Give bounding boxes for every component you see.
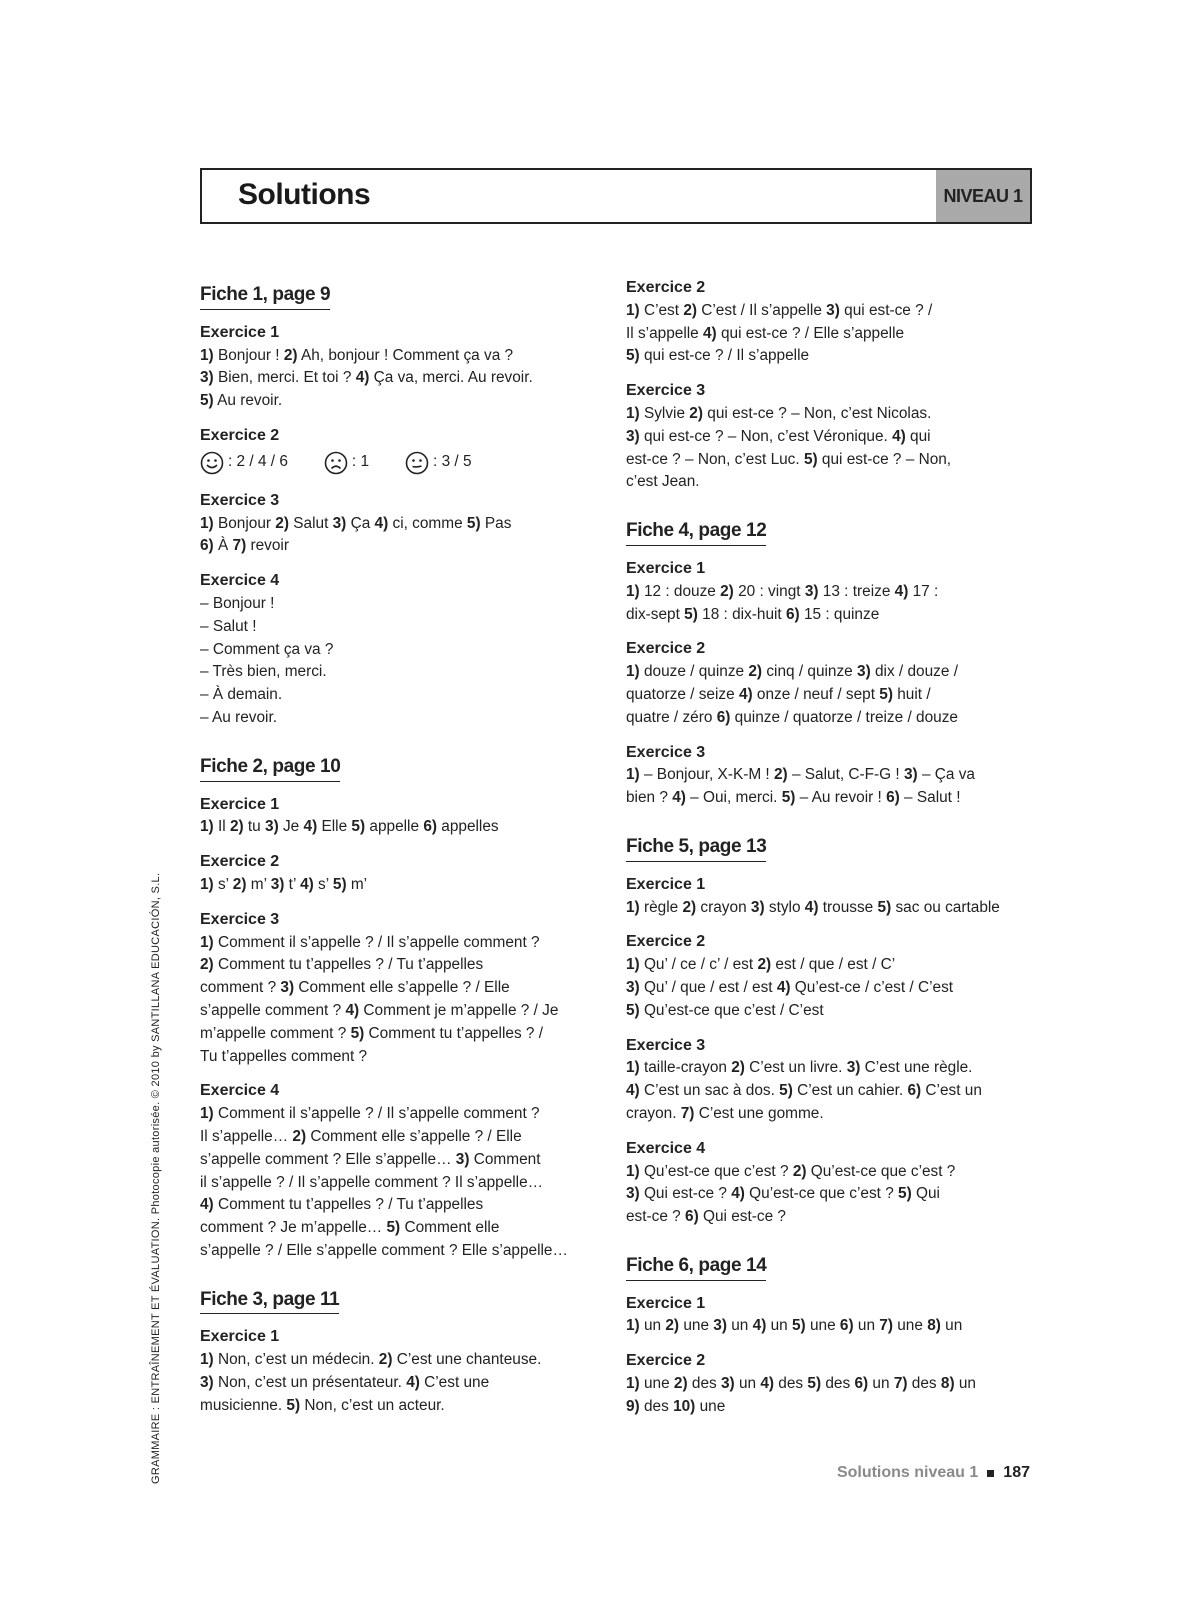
answer-line: 1) – Bonjour, X-K-M ! 2) – Salut, C-F-G ! 3) – Ça va [626, 766, 975, 784]
exercise-title: Exercice 1 [200, 323, 280, 341]
exercise-title: Exercice 2 [626, 933, 706, 951]
answer-line: est-ce ? 6) Qui est-ce ? [626, 1208, 786, 1226]
answer-line: 1) Sylvie 2) qui est-ce ? – Non, c’est Nicolas. [626, 404, 932, 422]
answer-line: 1) Comment il s’appelle ? / Il s’appelle comment ? [200, 1105, 540, 1123]
answer-line: m’appelle comment ? 5) Comment tu t’appelles ? / [200, 1024, 544, 1042]
answer-line: 6) À 7) revoir [200, 537, 289, 555]
exercise-answers [626, 897, 1036, 920]
answer-line: 1) Comment il s’appelle ? / Il s’appelle comment ? [200, 933, 540, 951]
exercise-title: Exercice 3 [626, 1036, 706, 1054]
exercise-answers [200, 593, 600, 730]
sad-answers: : 1 [351, 453, 370, 471]
answer-line: Il s’appelle… 2) Comment elle s’appelle ? / Elle [200, 1127, 522, 1145]
page-header [200, 168, 1032, 224]
answer-line: comment ? Je m’appelle… 5) Comment elle [200, 1219, 500, 1237]
footer-label: Solutions niveau 1 [836, 1464, 979, 1481]
page-number: 187 [1003, 1464, 1030, 1481]
answer-line: 9) des 10) une [626, 1397, 726, 1415]
answer-line: 1) Non, c’est un médecin. 2) C’est une chanteuse. [200, 1351, 542, 1369]
answer-line: 1) Bonjour ! 2) Ah, bonjour ! Comment ça va ? [200, 346, 514, 364]
happy-face-icon [200, 451, 224, 475]
exercise-title: Exercice 1 [626, 1294, 706, 1312]
right-column [626, 277, 1036, 1431]
answer-line: 5) qui est-ce ? / Il s’appelle [626, 347, 810, 365]
answer-line: – Salut ! [200, 617, 257, 635]
exercise-answers [626, 581, 1036, 627]
exercise-title: Exercice 2 [200, 853, 280, 871]
answer-line: 1) Bonjour 2) Salut 3) Ça 4) ci, comme 5) Pas [200, 514, 512, 532]
answer-line: dix-sept 5) 18 : dix-huit 6) 15 : quinze [626, 605, 880, 623]
exercise-title: Exercice 2 [200, 426, 280, 444]
exercise-answers [200, 932, 600, 1069]
answer-line: 1) Qu’ / ce / c’ / est 2) est / que / est / C’ [626, 956, 896, 974]
exercise-answers [200, 816, 600, 839]
exercise-answers [626, 1315, 1036, 1338]
exercise-answers [200, 874, 600, 897]
exercise-title: Exercice 1 [200, 795, 280, 813]
answer-line: 4) C’est un sac à dos. 5) C’est un cahier. 6) C’est un [626, 1082, 982, 1100]
happy-answers: : 2 / 4 / 6 [228, 453, 288, 471]
answer-line: comment ? 3) Comment elle s’appelle ? / Elle [200, 979, 510, 997]
answer-line: 3) Qu’ / que / est / est 4) Qu’est-ce / c’est / C’est [626, 978, 954, 996]
answer-line: crayon. 7) C’est une gomme. [626, 1104, 824, 1122]
answer-line: s’appelle comment ? Elle s’appelle… 3) Comment [200, 1150, 541, 1168]
answer-line: 1) taille-crayon 2) C’est un livre. 3) C’est une règle. [626, 1059, 973, 1077]
answer-line: 1) s’ 2) m’ 3) t’ 4) s’ 5) m’ [200, 875, 368, 893]
exercise-answers [626, 954, 1036, 1022]
answer-line: c’est Jean. [626, 473, 700, 491]
answer-line: 3) qui est-ce ? – Non, c’est Véronique. 4) qui [626, 427, 931, 445]
exercise-title: Exercice 3 [626, 382, 706, 400]
answer-line: 1) règle 2) crayon 3) stylo 4) trousse 5) sac ou cartable [626, 898, 1000, 916]
exercise-answers [626, 300, 1036, 368]
exercise-answers [200, 345, 600, 413]
answer-line: 3) Qui est-ce ? 4) Qu’est-ce que c’est ? 5) Qui [626, 1185, 940, 1203]
level-badge: NIVEAU 1 [936, 170, 1030, 222]
answer-line: s’appelle comment ? 4) Comment je m’appelle ? / Je [200, 1001, 559, 1019]
exercise-title: Exercice 1 [200, 1328, 280, 1346]
answer-line: musicienne. 5) Non, c’est un acteur. [200, 1396, 445, 1414]
page-title: Solutions [238, 178, 371, 211]
answer-line: est-ce ? – Non, c’est Luc. 5) qui est-ce ? – Non, [626, 450, 952, 468]
left-column [200, 270, 600, 1430]
answer-line: 5) Au revoir. [200, 392, 283, 410]
answer-line: – À demain. [200, 686, 283, 704]
exercise-answers [626, 1161, 1036, 1229]
exercise-title: Exercice 3 [200, 491, 280, 509]
answer-line: bien ? 4) – Oui, merci. 5) – Au revoir ! 6) – Salut ! [626, 789, 961, 807]
answer-line: 3) Bien, merci. Et toi ? 4) Ça va, merci. Au revoir. [200, 369, 533, 387]
exercise-answers [200, 1103, 600, 1263]
exercise-title: Exercice 1 [626, 559, 706, 577]
exercise-answers [200, 1349, 600, 1417]
exercise-title: Exercice 1 [626, 875, 706, 893]
answer-line: 1) Il 2) tu 3) Je 4) Elle 5) appelle 6) appelles [200, 818, 499, 836]
answer-line: – Très bien, merci. [200, 663, 327, 681]
answer-line: 4) Comment tu t’appelles ? / Tu t’appelles [200, 1196, 484, 1214]
fiche-title: Fiche 1, page 9 [200, 284, 330, 310]
answer-line: Tu t’appelles comment ? [200, 1047, 368, 1065]
exercise-answers [626, 661, 1036, 729]
copyright-side-text: GRAMMAIRE : ENTRAÎNEMENT ET ÉVALUATION. Photocopie autorisée. © 2010 by SANTILLANA EDUCACIÓN, S.L. [150, 872, 162, 1484]
answer-line: quatorze / seize 4) onze / neuf / sept 5) huit / [626, 685, 931, 703]
answer-line: s’appelle ? / Elle s’appelle comment ? Elle s’appelle… [200, 1241, 568, 1259]
happy-group [200, 451, 288, 475]
fiche-title: Fiche 4, page 12 [626, 520, 766, 546]
exercise-answers [626, 764, 1036, 810]
exercise-title: Exercice 2 [626, 279, 706, 296]
exercise-title: Exercice 3 [200, 910, 280, 928]
answer-line: – Comment ça va ? [200, 640, 334, 658]
answer-line: 1) Qu’est-ce que c’est ? 2) Qu’est-ce que c’est ? [626, 1162, 956, 1180]
smiley-answers [200, 448, 600, 478]
exercise-answers [626, 1057, 1036, 1125]
fiche-title: Fiche 5, page 13 [626, 836, 766, 862]
answer-line: – Bonjour ! [200, 594, 275, 612]
neutral-group [405, 451, 472, 475]
answer-line: – Au revoir. [200, 708, 277, 726]
exercise-title: Exercice 4 [626, 1139, 706, 1157]
answer-line: 1) 12 : douze 2) 20 : vingt 3) 13 : treize 4) 17 : [626, 582, 939, 600]
exercise-title: Exercice 4 [200, 1082, 280, 1100]
sad-face-icon [324, 451, 348, 475]
answer-line: 1) une 2) des 3) un 4) des 5) des 6) un 7) des 8) un [626, 1375, 976, 1393]
neutral-face-icon [405, 451, 429, 475]
answer-line: quatre / zéro 6) quinze / quatorze / treize / douze [626, 708, 958, 726]
answer-line: 3) Non, c’est un présentateur. 4) C’est une [200, 1374, 490, 1392]
exercise-title: Exercice 2 [626, 640, 706, 658]
answer-line: 1) C’est 2) C’est / Il s’appelle 3) qui est-ce ? / [626, 301, 933, 319]
answer-line: il s’appelle ? / Il s’appelle comment ? Il s’appelle… [200, 1173, 544, 1191]
answer-line: 2) Comment tu t’appelles ? / Tu t’appelles [200, 956, 484, 974]
page-footer [837, 1464, 1030, 1482]
neutral-answers: : 3 / 5 [433, 453, 472, 471]
answer-line: 1) douze / quinze 2) cinq / quinze 3) dix / douze / [626, 663, 958, 681]
exercise-title: Exercice 2 [626, 1352, 706, 1370]
fiche-title: Fiche 2, page 10 [200, 756, 340, 782]
sad-group [324, 451, 369, 475]
exercise-title: Exercice 4 [200, 572, 280, 590]
answer-line: 1) un 2) une 3) un 4) un 5) une 6) un 7) une 8) un [626, 1317, 963, 1335]
answer-line: 5) Qu’est-ce que c’est / C’est [626, 1001, 824, 1019]
exercise-title: Exercice 3 [626, 743, 706, 761]
fiche-title: Fiche 3, page 11 [200, 1289, 339, 1315]
exercise-answers [626, 1373, 1036, 1419]
exercise-answers [200, 513, 600, 559]
fiche-title: Fiche 6, page 14 [626, 1255, 766, 1281]
exercise-answers [626, 403, 1036, 494]
square-bullet-icon [987, 1470, 994, 1477]
answer-line: Il s’appelle 4) qui est-ce ? / Elle s’appelle [626, 324, 905, 342]
